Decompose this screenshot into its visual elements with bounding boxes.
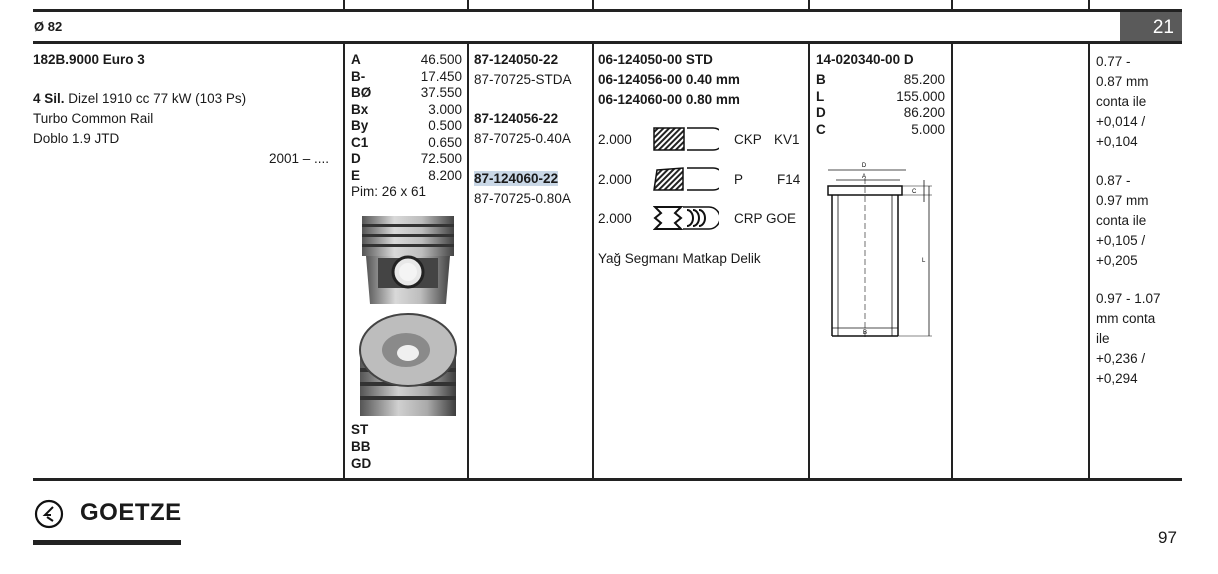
piston-code: BB	[351, 439, 371, 454]
dim-row	[351, 168, 462, 185]
liner-dim-label: B	[816, 72, 826, 87]
column-divider	[343, 43, 345, 479]
diagram-label-c: C	[912, 189, 917, 195]
liner-dim-label: D	[816, 105, 826, 120]
gasket-line: 0.87 -	[1096, 173, 1131, 188]
cylinder-count: 4 Sil.	[33, 91, 65, 106]
compression-ring-icon	[653, 126, 719, 155]
header-top-rule	[33, 9, 1182, 12]
gasket-group	[1096, 289, 1161, 389]
goetze-logo-icon	[33, 497, 69, 531]
taper-ring-icon	[653, 166, 719, 195]
ring-type: P	[734, 172, 744, 187]
diagram-label-b: B	[862, 330, 868, 336]
liner-dim-row	[816, 89, 945, 106]
oil-ring-note: Yağ Segmanı Matkap Delik	[598, 251, 761, 266]
dim-row	[351, 135, 462, 152]
engine-spec: Dizel 1910 cc 77 kW (103 Ps)	[68, 91, 247, 106]
gasket-line: conta ile	[1096, 94, 1147, 109]
piston-dimensions	[351, 52, 462, 201]
dim-row	[351, 102, 462, 119]
dim-value: 0.650	[428, 134, 462, 150]
diagram-label-a: A	[861, 174, 867, 180]
liner-dim-row	[816, 105, 945, 122]
column-divider	[808, 43, 810, 479]
piston-alt-number: 87-70725-0.40A	[474, 131, 571, 146]
dim-label: Bx	[351, 101, 369, 117]
ring-code: F14	[777, 172, 801, 187]
gasket-line: 0.97 mm	[1096, 193, 1149, 208]
dim-label: D	[351, 151, 361, 166]
ring-type: CRP	[734, 211, 763, 226]
dim-label: By	[351, 118, 369, 133]
pin-size: Pim: 26 x 61	[351, 184, 427, 199]
liner-dimensions	[816, 72, 945, 138]
liner-dim-row	[816, 122, 945, 139]
engine-spec-line	[33, 91, 246, 108]
gasket-group	[1096, 171, 1149, 271]
oil-ring-icon	[653, 205, 719, 234]
gasket-line: +0,236 /	[1096, 351, 1146, 366]
piston-alt-number: 87-70725-0.80A	[474, 191, 571, 206]
liner-dim-value: 5.000	[911, 121, 945, 137]
liner-diagram	[822, 158, 938, 351]
piston-top-image	[356, 306, 460, 425]
column-divider	[1088, 43, 1090, 479]
piston-number-selected	[474, 171, 558, 188]
dim-value: 37.550	[420, 85, 462, 100]
column-divider	[951, 43, 953, 479]
dim-value: 17.450	[420, 68, 462, 84]
piston-code: ST	[351, 422, 369, 437]
gasket-line: +0,294	[1096, 371, 1138, 386]
ring-type: CKP	[734, 132, 762, 147]
ring-set: 06-124056-00 0.40 mm	[598, 72, 740, 87]
gasket-line: +0,014 /	[1096, 114, 1146, 129]
gasket-line: mm conta	[1096, 311, 1156, 326]
dim-label: A	[351, 52, 361, 67]
liner-number: 14-020340-00 D	[816, 52, 914, 67]
liner-dim-row	[816, 72, 945, 89]
gasket-line: 0.97 - 1.07	[1096, 291, 1161, 306]
gasket-line: +0,105 /	[1096, 233, 1146, 248]
dim-label: C1	[351, 134, 369, 150]
liner-dim-value: 155.000	[896, 88, 945, 104]
ring-code: KV1	[774, 132, 800, 147]
liner-dim-label: C	[816, 121, 826, 137]
column-divider	[592, 43, 594, 479]
gasket-line: 0.77 -	[1096, 54, 1131, 69]
piston-code: GD	[351, 456, 372, 471]
ring-code: GOE	[766, 211, 797, 226]
liner-dim-value: 86.200	[903, 105, 945, 120]
ring-set: 06-124060-00 0.80 mm	[598, 92, 740, 107]
dim-row	[351, 151, 462, 168]
gasket-line: +0,205	[1096, 253, 1138, 268]
engine-type: Turbo Common Rail	[33, 111, 154, 126]
vehicle-model: Doblo 1.9 JTD	[33, 131, 120, 146]
piston-side-image	[356, 214, 460, 309]
dim-label: E	[351, 167, 361, 183]
gasket-line: +0,104	[1096, 134, 1138, 149]
dim-row	[351, 118, 462, 135]
gasket-group	[1096, 52, 1149, 152]
section-number: 21	[1152, 17, 1174, 38]
brand-name: GOETZE	[80, 499, 182, 526]
ring-width: 2.000	[598, 132, 632, 147]
diameter-label: Ø 82	[34, 19, 63, 34]
piston-alt-number: 87-70725-STDA	[474, 72, 572, 87]
piston-number: 87-124050-22	[474, 52, 559, 67]
footer-rule	[33, 540, 181, 545]
engine-code: 182B.9000 Euro 3	[33, 52, 145, 67]
dim-value: 8.200	[428, 167, 462, 183]
ring-width: 2.000	[598, 211, 632, 226]
gasket-line: conta ile	[1096, 213, 1147, 228]
dim-value: 46.500	[420, 52, 462, 67]
dim-label: BØ	[351, 85, 372, 100]
liner-dim-value: 85.200	[903, 72, 945, 87]
liner-dim-label: L	[816, 88, 825, 104]
dim-value: 3.000	[428, 101, 462, 117]
goetze-logo	[33, 497, 69, 534]
diagram-label-l: L	[922, 258, 926, 264]
dim-row	[351, 69, 462, 86]
diagram-label-d: D	[861, 163, 867, 169]
ring-width: 2.000	[598, 172, 632, 187]
table-bottom-rule	[33, 478, 1182, 481]
dim-label: B-	[351, 68, 366, 84]
gasket-line: 0.87 mm	[1096, 74, 1149, 89]
gasket-line: ile	[1096, 331, 1110, 346]
dim-row	[351, 85, 462, 102]
dim-value: 72.500	[420, 151, 462, 166]
piston-number-highlight: 87-124060-22	[474, 171, 559, 186]
column-divider	[467, 43, 469, 479]
header-bottom-rule	[33, 41, 1182, 44]
dim-value: 0.500	[428, 118, 462, 133]
ring-set: 06-124050-00 STD	[598, 52, 713, 67]
production-years: 2001 – ....	[269, 151, 330, 166]
page-number: 97	[1158, 528, 1177, 547]
dim-row	[351, 52, 462, 69]
piston-number: 87-124056-22	[474, 111, 559, 126]
section-badge	[1120, 12, 1182, 43]
piston-codes	[351, 421, 371, 472]
